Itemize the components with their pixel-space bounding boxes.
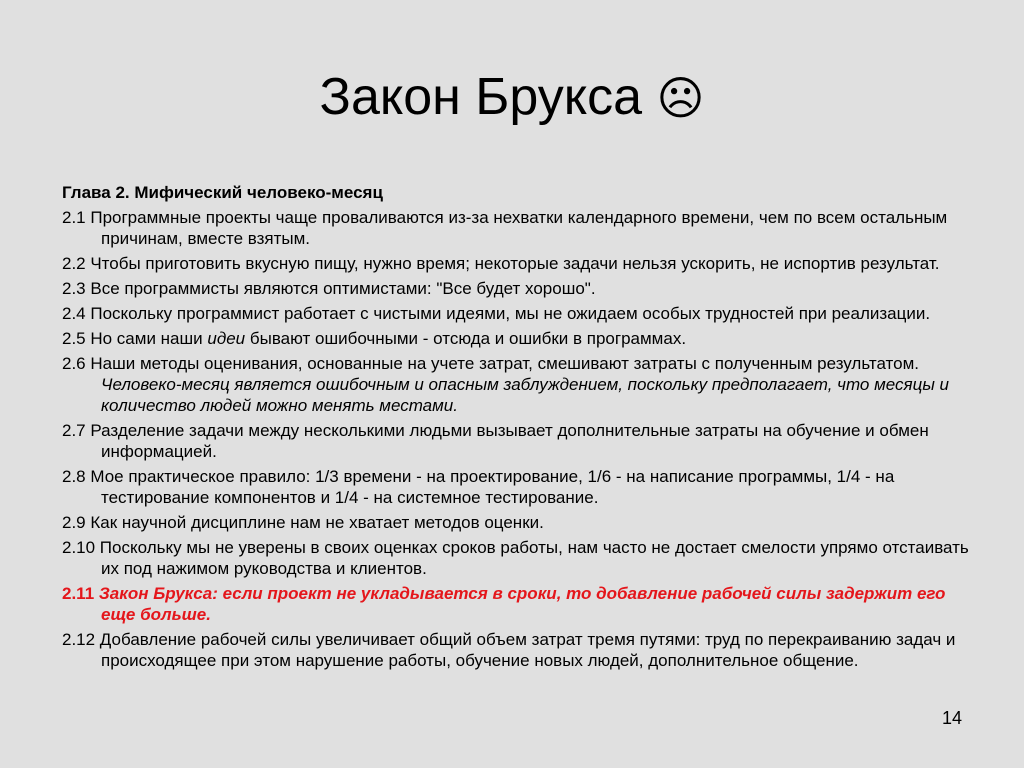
list-item-2-7: 2.7 Разделение задачи между несколькими людьми вызывает дополнительные затраты на обучение и обмен информацией. — [62, 421, 929, 461]
list-item-2-6 — [62, 353, 972, 416]
list-item-2-5-rest: бывают ошибочными - отсюда и ошибки в программах. — [245, 329, 687, 348]
list-item-2-4: 2.4 Поскольку программист работает с чистыми идеями, мы не ожидаем особых трудностей при реализации. — [62, 304, 931, 323]
list-item-2-12: 2.12 Добавление рабочей силы увеличивает общий объем затрат тремя путями: труд по перекраиванию задач и происходящее при этом нарушение работы, обучение новых людей, дополнительное общение. — [62, 630, 956, 670]
list-item-2-6-text: 2.6 Наши методы оценивания, основанные на учете затрат, смешивают затраты с полученным результатом. — [62, 354, 920, 373]
slide-content — [62, 182, 972, 675]
list-item-2-8: 2.8 Мое практическое правило: 1/3 времени - на проектирование, 1/6 - на написание программы, 1/4 - на тестирование компонентов и 1/4 - на системное тестирование. — [62, 467, 895, 507]
list-item-2-5-text: 2.5 Но сами наши — [62, 329, 208, 348]
list-item-2-3: 2.3 Все программисты являются оптимистами: "Все будет хорошо". — [62, 279, 596, 298]
slide-title-text: Закон Брукса — [319, 68, 643, 126]
slide-title — [0, 62, 1024, 133]
list-item-2-11-emphasis: Закон Брукса: если проект не укладывается в сроки, то добавление рабочей силы задержит его еще больше. — [98, 584, 946, 624]
page-number: 14 — [941, 708, 962, 728]
list-item-2-6-emphasis: Человеко-месяц является ошибочным и опасным заблуждением, поскольку предполагает, что месяцы и количество людей можно менять местами. — [101, 375, 949, 415]
list-item-2-11-number: 2.11 — [62, 584, 99, 603]
list-item-2-5 — [62, 328, 972, 349]
list-item-2-11-brooks-law — [62, 583, 972, 625]
list-item-2-10: 2.10 Поскольку мы не уверены в своих оценках сроков работы, нам часто не достает смелости упрямо отстаивать их под нажимом руководства и клиентов. — [62, 538, 969, 578]
list-item-2-5-emphasis: идеи — [207, 329, 246, 348]
list-item-2-2: 2.2 Чтобы приготовить вкусную пищу, нужно время; некоторые задачи нельзя ускорить, не испортив результат. — [62, 254, 940, 273]
sad-face-icon: ☹ — [656, 71, 705, 125]
list-item-2-9: 2.9 Как научной дисциплине нам не хватает методов оценки. — [62, 513, 544, 532]
chapter-heading: Глава 2. Мифический человеко-месяц — [62, 183, 383, 202]
list-item-2-1: 2.1 Программные проекты чаще проваливаются из-за нехватки календарного времени, чем по всем остальным причинам, вместе взятым. — [62, 208, 948, 248]
